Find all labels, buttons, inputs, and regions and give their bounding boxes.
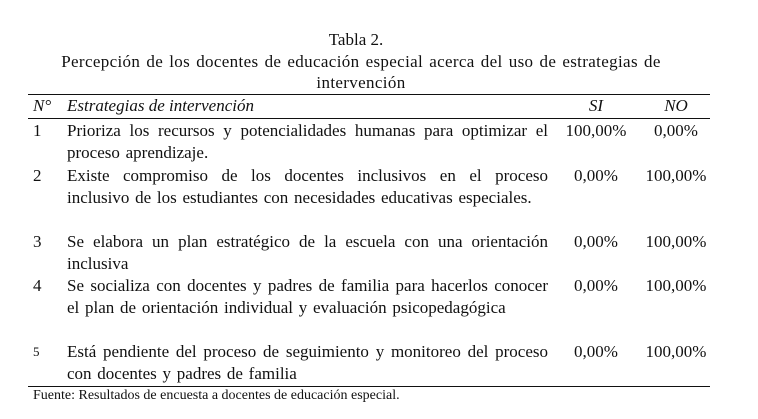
table-description: Percepción de los docentes de educación especial acerca del uso de estrategias de intervención [61,52,661,92]
row-4-num: 4 [33,276,42,295]
row-2-no: 100,00% [645,166,707,185]
row-5-no: 100,00% [645,342,707,361]
row-5-strategy: Está pendiente del proceso de seguimiento y monitoreo del proceso con docentes y padres de familia [67,342,548,383]
row-3-num: 3 [33,232,42,251]
row-1-no: 0,00% [654,121,698,140]
row-5-si: 0,00% [574,342,618,361]
row-1-si: 100,00% [565,121,627,140]
table-title: Tabla 2. [328,30,384,49]
header-num: N° [33,96,52,115]
row-4-no: 100,00% [645,276,707,295]
header-no: NO [664,96,688,115]
row-4-strategy: Se socializa con docentes y padres de familia para hacerlos conocer el plan de orientación individual y evaluación psicopedagógica [67,276,548,317]
row-3-si: 0,00% [574,232,618,251]
row-3-no: 100,00% [645,232,707,251]
row-2-si: 0,00% [574,166,618,185]
table-header-rule [28,118,710,119]
header-strategy: Estrategias de intervención [67,96,254,115]
table-source-note: Fuente: Resultados de encuesta a docentes de educación especial. [33,388,400,403]
row-2-num: 2 [33,166,42,185]
row-4-si: 0,00% [574,276,618,295]
row-3-strategy: Se elabora un plan estratégico de la escuela con una orientación inclusiva [67,232,548,273]
header-si: SI [588,96,604,115]
row-1-num: 1 [33,121,42,140]
row-2-strategy: Existe compromiso de los docentes inclusivos en el proceso inclusivo de los estudiantes con necesidades educativas especiales. [67,166,548,207]
row-5-num: 5 [33,344,40,359]
row-1-strategy: Prioriza los recursos y potencialidades humanas para optimizar el proceso aprendizaje. [67,121,548,162]
